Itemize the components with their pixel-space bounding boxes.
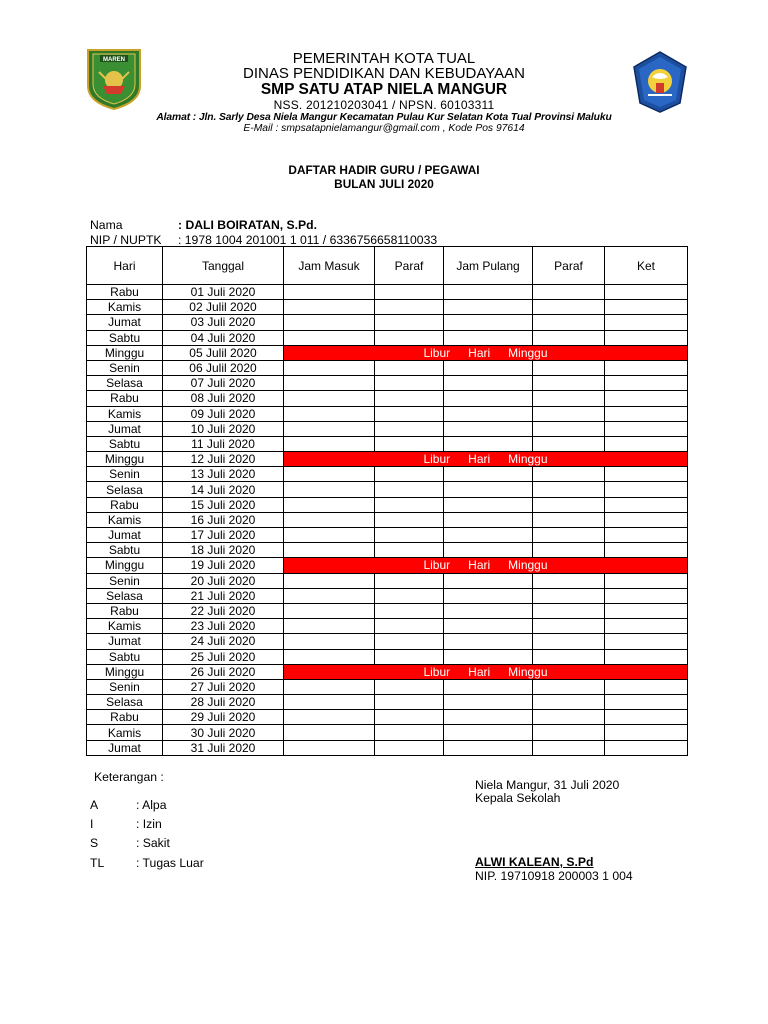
- jam-pulang-cell[interactable]: [444, 406, 533, 421]
- jam-pulang-cell[interactable]: [444, 360, 533, 375]
- paraf-masuk-cell[interactable]: [375, 360, 444, 375]
- jam-pulang-cell[interactable]: [444, 619, 533, 634]
- day-cell: Jumat: [87, 740, 163, 755]
- paraf-pulang-cell[interactable]: [533, 725, 605, 740]
- paraf-masuk-cell[interactable]: [375, 543, 444, 558]
- legend-code: TL: [90, 856, 105, 870]
- day-cell: Rabu: [87, 603, 163, 618]
- table-row: [87, 376, 688, 391]
- date-cell: 31 Juli 2020: [163, 740, 284, 755]
- date-cell: 19 Juli 2020: [163, 558, 284, 573]
- nip-value: : 1978 1004 201001 1 011 / 6336756658110033: [178, 233, 438, 247]
- table-row: [87, 512, 688, 527]
- sign-role: Kepala Sekolah: [475, 791, 561, 805]
- holiday-cell: [284, 345, 688, 360]
- day-cell: Selasa: [87, 482, 163, 497]
- jam-masuk-cell[interactable]: [284, 740, 375, 755]
- date-cell: 26 Juli 2020: [163, 664, 284, 679]
- sign-name: ALWI KALEAN, S.Pd: [475, 855, 594, 869]
- table-row: [87, 619, 688, 634]
- date-cell: 06 Julil 2020: [163, 360, 284, 375]
- day-cell: Selasa: [87, 695, 163, 710]
- table-row: [87, 300, 688, 315]
- date-cell: 20 Juli 2020: [163, 573, 284, 588]
- day-cell: Minggu: [87, 345, 163, 360]
- legend-desc: : Tugas Luar: [136, 856, 204, 870]
- day-cell: Minggu: [87, 452, 163, 467]
- ket-cell[interactable]: [605, 482, 688, 497]
- table-row: [87, 710, 688, 725]
- school-ids: NSS. 201210203041 / NPSN. 60103311: [273, 98, 495, 112]
- paraf-pulang-cell[interactable]: [533, 300, 605, 315]
- ket-cell[interactable]: [605, 376, 688, 391]
- jam-pulang-cell[interactable]: [444, 330, 533, 345]
- paraf-pulang-cell[interactable]: [533, 421, 605, 436]
- paraf-pulang-cell[interactable]: [533, 588, 605, 603]
- day-cell: Senin: [87, 573, 163, 588]
- jam-pulang-cell[interactable]: [444, 421, 533, 436]
- jam-masuk-cell[interactable]: [284, 725, 375, 740]
- header-tanggal: Tanggal: [163, 247, 284, 285]
- header-ket: Ket: [605, 247, 688, 285]
- date-cell: 17 Juli 2020: [163, 528, 284, 543]
- paraf-masuk-cell[interactable]: [375, 710, 444, 725]
- date-cell: 28 Juli 2020: [163, 695, 284, 710]
- jam-pulang-cell[interactable]: [444, 649, 533, 664]
- paraf-masuk-cell[interactable]: [375, 619, 444, 634]
- table-row: [87, 634, 688, 649]
- header-paraf-masuk: Paraf: [375, 247, 444, 285]
- paraf-masuk-cell[interactable]: [375, 497, 444, 512]
- legend-desc: : Izin: [136, 817, 162, 831]
- table-row: [87, 664, 688, 679]
- ket-cell[interactable]: [605, 421, 688, 436]
- jam-pulang-cell[interactable]: [444, 740, 533, 755]
- table-row: [87, 452, 688, 467]
- date-cell: 25 Juli 2020: [163, 649, 284, 664]
- ket-cell[interactable]: [605, 619, 688, 634]
- date-cell: 14 Juli 2020: [163, 482, 284, 497]
- date-cell: 22 Juli 2020: [163, 603, 284, 618]
- paraf-pulang-cell[interactable]: [533, 619, 605, 634]
- ket-cell[interactable]: [605, 315, 688, 330]
- jam-pulang-cell[interactable]: [444, 695, 533, 710]
- jam-masuk-cell[interactable]: [284, 376, 375, 391]
- date-cell: 24 Juli 2020: [163, 634, 284, 649]
- date-cell: 10 Juli 2020: [163, 421, 284, 436]
- paraf-pulang-cell[interactable]: [533, 512, 605, 527]
- paraf-pulang-cell[interactable]: [533, 740, 605, 755]
- sign-nip: NIP. 19710918 200003 1 004: [475, 869, 633, 883]
- paraf-masuk-cell[interactable]: [375, 391, 444, 406]
- date-cell: 23 Juli 2020: [163, 619, 284, 634]
- table-row: [87, 285, 688, 300]
- jam-masuk-cell[interactable]: [284, 543, 375, 558]
- holiday-cell: [284, 452, 688, 467]
- jam-masuk-cell[interactable]: [284, 285, 375, 300]
- department-name: DINAS PENDIDIKAN DAN KEBUDAYAAN: [242, 65, 525, 82]
- table-row: [87, 345, 688, 360]
- holiday-word: Minggu: [508, 345, 548, 360]
- date-cell: 15 Juli 2020: [163, 497, 284, 512]
- jam-pulang-cell[interactable]: [444, 300, 533, 315]
- legend-code: A: [90, 798, 99, 812]
- paraf-masuk-cell[interactable]: [375, 634, 444, 649]
- holiday-cell: [284, 558, 688, 573]
- paraf-masuk-cell[interactable]: [375, 573, 444, 588]
- day-cell: Selasa: [87, 376, 163, 391]
- day-cell: Sabtu: [87, 543, 163, 558]
- date-cell: 18 Juli 2020: [163, 543, 284, 558]
- ket-cell[interactable]: [605, 725, 688, 740]
- name-row: [90, 218, 317, 232]
- paraf-masuk-cell[interactable]: [375, 512, 444, 527]
- header-jam-pulang: Jam Pulang: [444, 247, 533, 285]
- jam-pulang-cell[interactable]: [444, 467, 533, 482]
- day-cell: Sabtu: [87, 436, 163, 451]
- day-cell: Rabu: [87, 285, 163, 300]
- table-row: [87, 725, 688, 740]
- date-cell: 08 Juli 2020: [163, 391, 284, 406]
- table-row: [87, 315, 688, 330]
- table-row: [87, 497, 688, 512]
- paraf-pulang-cell[interactable]: [533, 634, 605, 649]
- jam-pulang-cell[interactable]: [444, 512, 533, 527]
- day-cell: Senin: [87, 679, 163, 694]
- document-title: DAFTAR HADIR GURU / PEGAWAI: [288, 163, 480, 177]
- date-cell: 13 Juli 2020: [163, 467, 284, 482]
- table-row: [87, 740, 688, 755]
- day-cell: Jumat: [87, 528, 163, 543]
- jam-pulang-cell[interactable]: [444, 725, 533, 740]
- date-cell: 07 Juli 2020: [163, 376, 284, 391]
- jam-pulang-cell[interactable]: [444, 376, 533, 391]
- jam-masuk-cell[interactable]: [284, 512, 375, 527]
- paraf-pulang-cell[interactable]: [533, 528, 605, 543]
- header-jam-masuk: Jam Masuk: [284, 247, 375, 285]
- document-period: BULAN JULI 2020: [334, 177, 434, 191]
- day-cell: Jumat: [87, 634, 163, 649]
- day-cell: Kamis: [87, 512, 163, 527]
- holiday-cell: [284, 664, 688, 679]
- day-cell: Jumat: [87, 421, 163, 436]
- jam-masuk-cell[interactable]: [284, 603, 375, 618]
- table-row: [87, 695, 688, 710]
- date-cell: 01 Juli 2020: [163, 285, 284, 300]
- holiday-word: Hari: [468, 664, 491, 679]
- jam-masuk-cell[interactable]: [284, 467, 375, 482]
- holiday-word: Libur: [423, 345, 451, 360]
- table-row: [87, 467, 688, 482]
- header-hari: Hari: [87, 247, 163, 285]
- name-value: : DALI BOIRATAN, S.Pd.: [178, 218, 318, 232]
- jam-masuk-cell[interactable]: [284, 710, 375, 725]
- logo-motto: MAREN: [103, 57, 125, 63]
- paraf-masuk-cell[interactable]: [375, 285, 444, 300]
- paraf-pulang-cell[interactable]: [533, 360, 605, 375]
- jam-pulang-cell[interactable]: [444, 634, 533, 649]
- paraf-masuk-cell[interactable]: [375, 406, 444, 421]
- jam-masuk-cell[interactable]: [284, 634, 375, 649]
- date-cell: 30 Juli 2020: [163, 725, 284, 740]
- holiday-word: Libur: [423, 452, 451, 467]
- paraf-masuk-cell[interactable]: [375, 649, 444, 664]
- jam-masuk-cell[interactable]: [284, 679, 375, 694]
- paraf-masuk-cell[interactable]: [375, 603, 444, 618]
- jam-masuk-cell[interactable]: [284, 482, 375, 497]
- ket-cell[interactable]: [605, 634, 688, 649]
- date-cell: 05 Julil 2020: [163, 345, 284, 360]
- ket-cell[interactable]: [605, 543, 688, 558]
- day-cell: Minggu: [87, 664, 163, 679]
- paraf-pulang-cell[interactable]: [533, 649, 605, 664]
- paraf-pulang-cell[interactable]: [533, 573, 605, 588]
- legend-item: [90, 836, 170, 850]
- paraf-pulang-cell[interactable]: [533, 406, 605, 421]
- ket-cell[interactable]: [605, 497, 688, 512]
- jam-masuk-cell[interactable]: [284, 573, 375, 588]
- ket-cell[interactable]: [605, 573, 688, 588]
- school-name: SMP SATU ATAP NIELA MANGUR: [260, 81, 508, 98]
- table-row: [87, 436, 688, 451]
- attendance-body: [87, 285, 688, 756]
- jam-pulang-cell[interactable]: [444, 603, 533, 618]
- paraf-masuk-cell[interactable]: [375, 315, 444, 330]
- paraf-pulang-cell[interactable]: [533, 679, 605, 694]
- jam-masuk-cell[interactable]: [284, 300, 375, 315]
- legend-item: [90, 856, 204, 870]
- date-cell: 02 Julil 2020: [163, 300, 284, 315]
- jam-masuk-cell[interactable]: [284, 421, 375, 436]
- holiday-word: Minggu: [508, 664, 548, 679]
- ket-cell[interactable]: [605, 330, 688, 345]
- jam-pulang-cell[interactable]: [444, 497, 533, 512]
- ket-cell[interactable]: [605, 300, 688, 315]
- paraf-masuk-cell[interactable]: [375, 467, 444, 482]
- date-cell: 04 Juli 2020: [163, 330, 284, 345]
- sign-place-date: Niela Mangur, 31 Juli 2020: [475, 778, 620, 792]
- paraf-pulang-cell[interactable]: [533, 315, 605, 330]
- date-cell: 12 Juli 2020: [163, 452, 284, 467]
- ket-cell[interactable]: [605, 679, 688, 694]
- paraf-pulang-cell[interactable]: [533, 467, 605, 482]
- paraf-pulang-cell[interactable]: [533, 710, 605, 725]
- legend-desc: : Sakit: [136, 836, 170, 850]
- jam-masuk-cell[interactable]: [284, 695, 375, 710]
- jam-pulang-cell[interactable]: [444, 391, 533, 406]
- ket-cell[interactable]: [605, 528, 688, 543]
- jam-masuk-cell[interactable]: [284, 588, 375, 603]
- legend-item: [90, 798, 167, 812]
- day-cell: Kamis: [87, 406, 163, 421]
- jam-pulang-cell[interactable]: [444, 482, 533, 497]
- holiday-word: Hari: [468, 452, 491, 467]
- day-cell: Kamis: [87, 619, 163, 634]
- table-row: [87, 558, 688, 573]
- jam-pulang-cell[interactable]: [444, 543, 533, 558]
- legend-item: [90, 817, 162, 831]
- ket-cell[interactable]: [605, 740, 688, 755]
- paraf-masuk-cell[interactable]: [375, 421, 444, 436]
- holiday-word: Hari: [468, 345, 491, 360]
- day-cell: Jumat: [87, 315, 163, 330]
- date-cell: 11 Juli 2020: [163, 436, 284, 451]
- ket-cell[interactable]: [605, 603, 688, 618]
- paraf-masuk-cell[interactable]: [375, 330, 444, 345]
- paraf-pulang-cell[interactable]: [533, 543, 605, 558]
- day-cell: Sabtu: [87, 649, 163, 664]
- table-row: [87, 573, 688, 588]
- paraf-pulang-cell[interactable]: [533, 436, 605, 451]
- paraf-pulang-cell[interactable]: [533, 497, 605, 512]
- holiday-word: Hari: [468, 558, 491, 573]
- jam-masuk-cell[interactable]: [284, 528, 375, 543]
- ket-cell[interactable]: [605, 285, 688, 300]
- date-cell: 03 Juli 2020: [163, 315, 284, 330]
- jam-pulang-cell[interactable]: [444, 285, 533, 300]
- day-cell: Sabtu: [87, 330, 163, 345]
- table-row: [87, 528, 688, 543]
- paraf-pulang-cell[interactable]: [533, 285, 605, 300]
- ket-cell[interactable]: [605, 512, 688, 527]
- holiday-word: Minggu: [508, 452, 548, 467]
- legend-code: S: [90, 836, 99, 850]
- day-cell: Senin: [87, 467, 163, 482]
- day-cell: Kamis: [87, 725, 163, 740]
- jam-masuk-cell[interactable]: [284, 406, 375, 421]
- ket-cell[interactable]: [605, 436, 688, 451]
- paraf-pulang-cell[interactable]: [533, 482, 605, 497]
- table-row: [87, 588, 688, 603]
- table-row: [87, 421, 688, 436]
- header-paraf-pulang: Paraf: [533, 247, 605, 285]
- ket-cell[interactable]: [605, 391, 688, 406]
- jam-masuk-cell[interactable]: [284, 436, 375, 451]
- table-header-row: [87, 247, 688, 285]
- ket-cell[interactable]: [605, 695, 688, 710]
- table-row: [87, 406, 688, 421]
- paraf-pulang-cell[interactable]: [533, 603, 605, 618]
- day-cell: Rabu: [87, 710, 163, 725]
- date-cell: 27 Juli 2020: [163, 679, 284, 694]
- paraf-masuk-cell[interactable]: [375, 376, 444, 391]
- holiday-word: Libur: [423, 664, 451, 679]
- date-cell: 21 Juli 2020: [163, 588, 284, 603]
- jam-pulang-cell[interactable]: [444, 315, 533, 330]
- paraf-masuk-cell[interactable]: [375, 695, 444, 710]
- government-name: PEMERINTAH KOTA TUAL: [292, 50, 476, 67]
- jam-masuk-cell[interactable]: [284, 497, 375, 512]
- table-row: [87, 482, 688, 497]
- day-cell: Kamis: [87, 300, 163, 315]
- legend-title: Keterangan :: [94, 770, 164, 784]
- jam-masuk-cell[interactable]: [284, 619, 375, 634]
- date-cell: 16 Juli 2020: [163, 512, 284, 527]
- ket-cell[interactable]: [605, 588, 688, 603]
- jam-pulang-cell[interactable]: [444, 436, 533, 451]
- table-row: [87, 360, 688, 375]
- holiday-word: Minggu: [508, 558, 548, 573]
- jam-pulang-cell[interactable]: [444, 588, 533, 603]
- paraf-masuk-cell[interactable]: [375, 588, 444, 603]
- paraf-masuk-cell[interactable]: [375, 528, 444, 543]
- date-cell: 29 Juli 2020: [163, 710, 284, 725]
- jam-masuk-cell[interactable]: [284, 360, 375, 375]
- name-label: Nama: [90, 218, 123, 232]
- date-cell: 09 Juli 2020: [163, 406, 284, 421]
- paraf-pulang-cell[interactable]: [533, 695, 605, 710]
- legend-desc: : Alpa: [136, 798, 167, 812]
- ket-cell[interactable]: [605, 406, 688, 421]
- nip-row: [90, 233, 437, 247]
- jam-pulang-cell[interactable]: [444, 679, 533, 694]
- jam-masuk-cell[interactable]: [284, 330, 375, 345]
- jam-pulang-cell[interactable]: [444, 573, 533, 588]
- ket-cell[interactable]: [605, 467, 688, 482]
- table-row: [87, 649, 688, 664]
- paraf-masuk-cell[interactable]: [375, 679, 444, 694]
- legend-code: I: [90, 817, 94, 831]
- paraf-masuk-cell[interactable]: [375, 482, 444, 497]
- ket-cell[interactable]: [605, 710, 688, 725]
- day-cell: Rabu: [87, 497, 163, 512]
- jam-masuk-cell[interactable]: [284, 391, 375, 406]
- day-cell: Minggu: [87, 558, 163, 573]
- day-cell: Rabu: [87, 391, 163, 406]
- nip-label: NIP / NUPTK: [90, 233, 162, 247]
- paraf-masuk-cell[interactable]: [375, 300, 444, 315]
- table-row: [87, 543, 688, 558]
- paraf-pulang-cell[interactable]: [533, 376, 605, 391]
- table-row: [87, 679, 688, 694]
- table-row: [87, 603, 688, 618]
- holiday-word: Libur: [423, 558, 451, 573]
- day-cell: Senin: [87, 360, 163, 375]
- jam-pulang-cell[interactable]: [444, 528, 533, 543]
- paraf-masuk-cell[interactable]: [375, 436, 444, 451]
- paraf-pulang-cell[interactable]: [533, 391, 605, 406]
- jam-masuk-cell[interactable]: [284, 315, 375, 330]
- paraf-masuk-cell[interactable]: [375, 740, 444, 755]
- ket-cell[interactable]: [605, 649, 688, 664]
- school-contact: E-Mail : smpsatapnielamangur@gmail.com , Kode Pos 97614: [243, 123, 525, 134]
- table-row: [87, 330, 688, 345]
- school-address: Alamat : Jln. Sarly Desa Niela Mangur Kecamatan Pulau Kur Selatan Kota Tual Provinsi Maluku: [156, 112, 612, 123]
- ket-cell[interactable]: [605, 360, 688, 375]
- jam-masuk-cell[interactable]: [284, 649, 375, 664]
- table-row: [87, 391, 688, 406]
- paraf-masuk-cell[interactable]: [375, 725, 444, 740]
- paraf-pulang-cell[interactable]: [533, 330, 605, 345]
- attendance-table: [86, 246, 688, 756]
- jam-pulang-cell[interactable]: [444, 710, 533, 725]
- day-cell: Selasa: [87, 588, 163, 603]
